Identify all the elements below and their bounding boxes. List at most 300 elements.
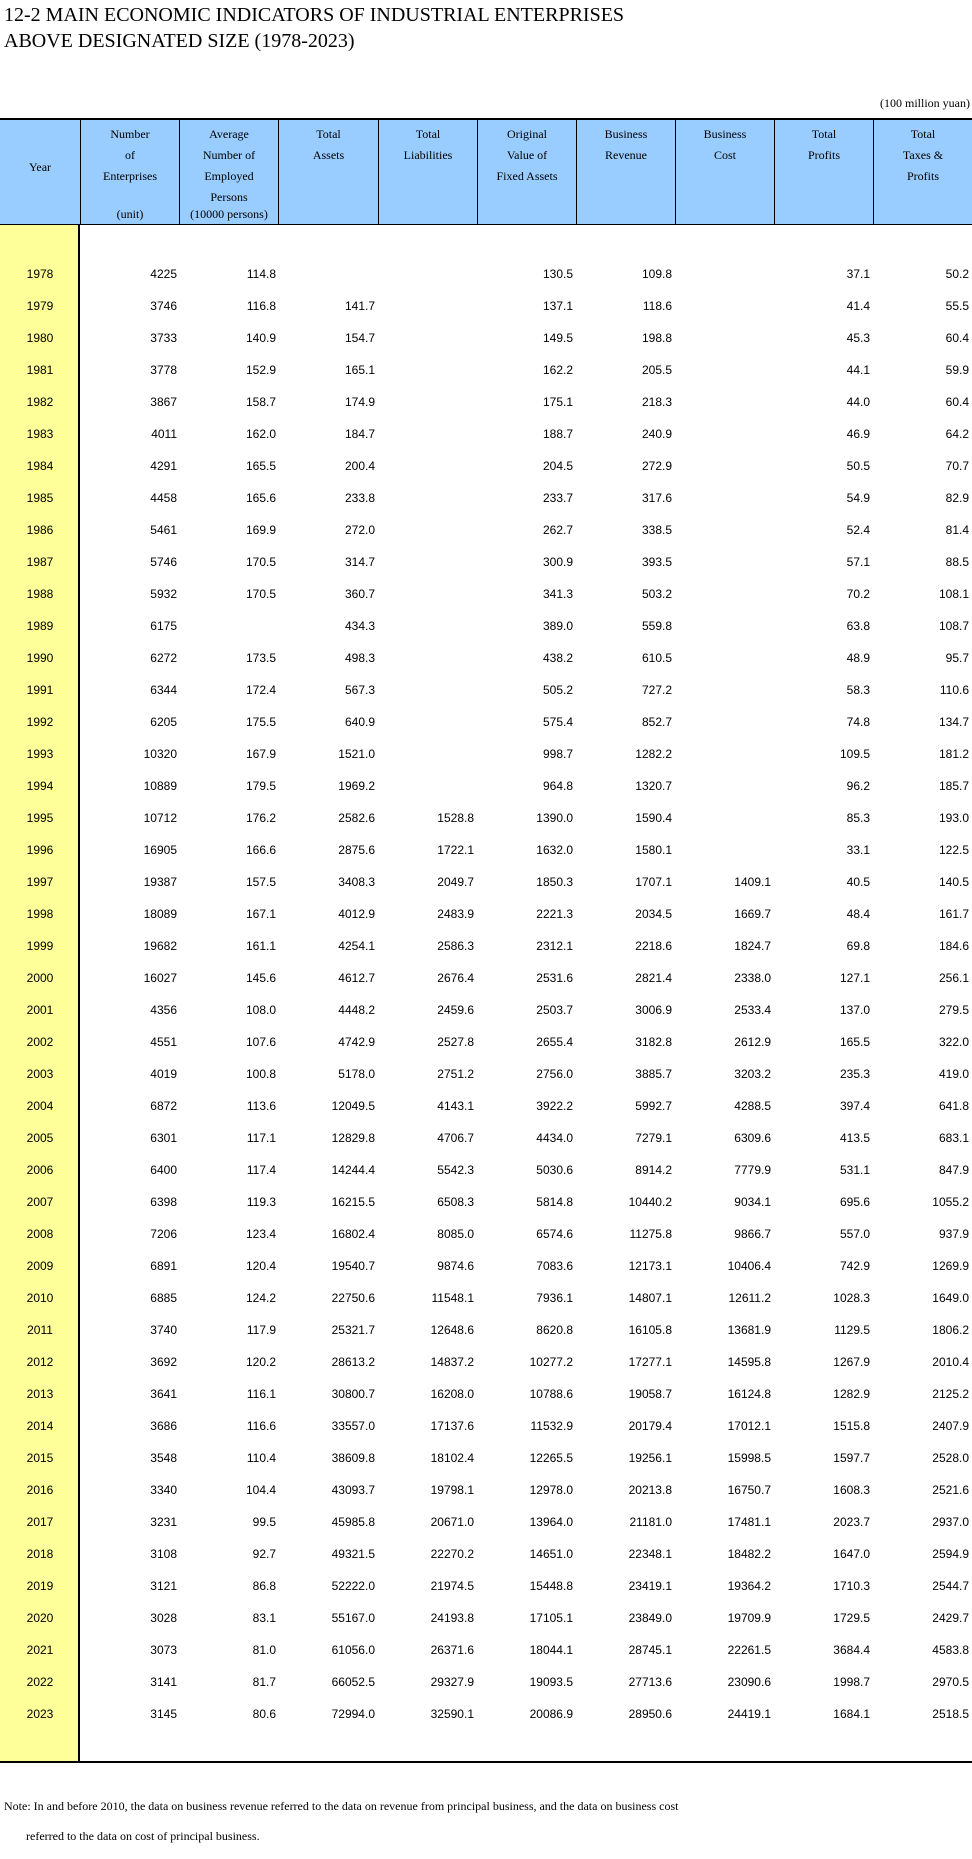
value-cell: 92.7: [252, 1547, 276, 1561]
value-cell: 4458: [150, 491, 177, 505]
value-cell: 10889: [143, 779, 177, 793]
year-cell: 2005: [26, 1131, 54, 1145]
table-row: [0, 386, 972, 418]
value-cell: 2407.9: [932, 1419, 969, 1433]
table-row: [0, 1218, 972, 1250]
value-cell: 85.3: [846, 811, 870, 825]
value-cell: 9034.1: [734, 1195, 771, 1209]
value-cell: 1528.8: [437, 811, 474, 825]
table-row: [0, 418, 972, 450]
value-cell: 17481.1: [727, 1515, 771, 1529]
year-cell: 1989: [26, 619, 54, 633]
value-cell: 50.5: [846, 459, 870, 473]
value-cell: 2218.6: [635, 939, 672, 953]
value-cell: 154.7: [344, 331, 375, 345]
value-cell: 300.9: [542, 555, 573, 569]
value-cell: 852.7: [641, 715, 672, 729]
value-cell: 104.4: [245, 1483, 276, 1497]
value-cell: 167.9: [245, 747, 276, 761]
value-cell: 130.5: [542, 267, 573, 281]
value-cell: 2756.0: [536, 1067, 573, 1081]
value-cell: 33557.0: [331, 1419, 375, 1433]
value-cell: 58.3: [846, 683, 870, 697]
value-cell: 1649.0: [932, 1291, 969, 1305]
year-cell: 1992: [26, 715, 54, 729]
table-row: [0, 770, 972, 802]
value-cell: 3733: [150, 331, 177, 345]
column-header-0: [0, 120, 80, 224]
value-cell: 6205: [150, 715, 177, 729]
value-cell: 23419.1: [628, 1579, 672, 1593]
value-cell: 198.8: [641, 331, 672, 345]
value-cell: 847.9: [938, 1163, 969, 1177]
value-cell: 3408.3: [338, 875, 375, 889]
value-cell: 14651.0: [529, 1547, 573, 1561]
year-cell: 2011: [27, 1323, 53, 1337]
value-cell: 1969.2: [338, 779, 375, 793]
value-cell: 4551: [150, 1035, 177, 1049]
value-cell: 6885: [150, 1291, 177, 1305]
value-cell: 88.5: [945, 555, 969, 569]
value-cell: 52.4: [846, 523, 870, 537]
column-header-label: Business Cost: [703, 127, 747, 162]
value-cell: 10712: [143, 811, 177, 825]
value-cell: 2518.5: [932, 1707, 969, 1721]
value-cell: 1590.4: [635, 811, 672, 825]
year-cell: 1984: [26, 459, 54, 473]
value-cell: 24193.8: [430, 1611, 474, 1625]
value-cell: 1515.8: [833, 1419, 870, 1433]
table-row: [0, 1250, 972, 1282]
value-cell: 123.4: [245, 1227, 276, 1241]
value-cell: 1850.3: [536, 875, 573, 889]
value-cell: 28950.6: [628, 1707, 672, 1721]
column-header-label: Number of Enterprises: [103, 127, 157, 183]
value-cell: 4254.1: [338, 939, 375, 953]
value-cell: 1722.1: [437, 843, 474, 857]
value-cell: 137.0: [839, 1003, 870, 1017]
value-cell: 10406.4: [727, 1259, 771, 1273]
column-header-8: [774, 120, 873, 224]
value-cell: 149.5: [542, 331, 573, 345]
table-body: [0, 258, 972, 1730]
value-cell: 161.7: [938, 907, 969, 921]
value-cell: 10320: [143, 747, 177, 761]
value-cell: 317.6: [641, 491, 672, 505]
value-cell: 998.7: [542, 747, 573, 761]
year-cell: 1997: [26, 875, 54, 889]
value-cell: 16905: [143, 843, 177, 857]
value-cell: 1390.0: [536, 811, 573, 825]
year-cell: 2021: [26, 1643, 54, 1657]
value-cell: 557.0: [839, 1227, 870, 1241]
value-cell: 2521.6: [932, 1483, 969, 1497]
value-cell: 1580.1: [635, 843, 672, 857]
value-cell: 116.8: [246, 299, 276, 313]
value-cell: 10440.2: [628, 1195, 672, 1209]
value-cell: 2594.9: [932, 1547, 969, 1561]
value-cell: 1632.0: [536, 843, 573, 857]
value-cell: 235.3: [839, 1067, 870, 1081]
value-cell: 2533.4: [734, 1003, 771, 1017]
value-cell: 158.7: [245, 395, 276, 409]
value-cell: 6508.3: [437, 1195, 474, 1209]
value-cell: 4012.9: [338, 907, 375, 921]
column-header-label: Year: [28, 160, 52, 174]
value-cell: 57.1: [846, 555, 870, 569]
value-cell: 16105.8: [628, 1323, 672, 1337]
value-cell: 4583.8: [932, 1643, 969, 1657]
value-cell: 19540.7: [331, 1259, 375, 1273]
value-cell: 30800.7: [331, 1387, 375, 1401]
value-cell: 64.2: [945, 427, 969, 441]
table-row: [0, 994, 972, 1026]
table-row: [0, 450, 972, 482]
value-cell: 3778: [150, 363, 177, 377]
value-cell: 12648.6: [430, 1323, 474, 1337]
value-cell: 113.6: [246, 1099, 276, 1113]
table-row: [0, 1026, 972, 1058]
value-cell: 7083.6: [536, 1259, 573, 1273]
value-cell: 1320.7: [635, 779, 672, 793]
value-cell: 14837.2: [430, 1355, 474, 1369]
table-header: [0, 118, 972, 225]
value-cell: 742.9: [839, 1259, 870, 1273]
value-cell: 55.5: [945, 299, 969, 313]
year-cell: 2000: [26, 971, 54, 985]
value-cell: 200.4: [344, 459, 375, 473]
value-cell: 3922.2: [536, 1099, 573, 1113]
value-cell: 2483.9: [437, 907, 474, 921]
value-cell: 2503.7: [536, 1003, 573, 1017]
column-header-2: [179, 120, 278, 224]
value-cell: 3073: [150, 1643, 177, 1657]
value-cell: 185.7: [938, 779, 969, 793]
value-cell: 116.1: [246, 1387, 276, 1401]
value-cell: 1824.7: [734, 939, 771, 953]
value-cell: 3006.9: [635, 1003, 672, 1017]
value-cell: 17137.6: [430, 1419, 474, 1433]
value-cell: 1409.1: [734, 875, 771, 889]
table-row: [0, 482, 972, 514]
value-cell: 575.4: [542, 715, 573, 729]
value-cell: 233.7: [542, 491, 573, 505]
value-cell: 2544.7: [932, 1579, 969, 1593]
value-cell: 45.3: [846, 331, 870, 345]
value-cell: 5746: [150, 555, 177, 569]
value-cell: 165.6: [245, 491, 276, 505]
table-row: [0, 642, 972, 674]
value-cell: 5461: [150, 523, 177, 537]
table-row: [0, 962, 972, 994]
value-cell: 167.1: [245, 907, 276, 921]
value-cell: 3641: [150, 1387, 177, 1401]
value-cell: 61056.0: [331, 1643, 375, 1657]
value-cell: 14807.1: [628, 1291, 672, 1305]
value-cell: 120.4: [245, 1259, 276, 1273]
year-cell: 1990: [26, 651, 54, 665]
year-cell: 1996: [26, 843, 54, 857]
value-cell: 48.4: [846, 907, 870, 921]
table-row: [0, 578, 972, 610]
table-row: [0, 1090, 972, 1122]
table-row: [0, 1122, 972, 1154]
value-cell: 3340: [150, 1483, 177, 1497]
value-cell: 2531.6: [536, 971, 573, 985]
value-cell: 166.6: [245, 843, 276, 857]
value-cell: 175.5: [245, 715, 276, 729]
table-row: [0, 834, 972, 866]
value-cell: 531.1: [839, 1163, 870, 1177]
value-cell: 1710.3: [833, 1579, 870, 1593]
year-cell: 2020: [26, 1611, 54, 1625]
value-cell: 81.7: [252, 1675, 276, 1689]
value-cell: 119.3: [246, 1195, 276, 1209]
value-cell: 2751.2: [437, 1067, 474, 1081]
value-cell: 19364.2: [727, 1579, 771, 1593]
value-cell: 7936.1: [536, 1291, 573, 1305]
value-cell: 9866.7: [734, 1227, 771, 1241]
value-cell: 2049.7: [437, 875, 474, 889]
year-cell: 2009: [26, 1259, 54, 1273]
value-cell: 184.6: [938, 939, 969, 953]
value-cell: 3145: [150, 1707, 177, 1721]
table-row: [0, 514, 972, 546]
value-cell: 6175: [150, 619, 177, 633]
value-cell: 13681.9: [727, 1323, 771, 1337]
column-header-3: [278, 120, 378, 224]
value-cell: 5030.6: [536, 1163, 573, 1177]
value-cell: 172.4: [245, 683, 276, 697]
value-cell: 22348.1: [628, 1547, 672, 1561]
value-cell: 338.5: [641, 523, 672, 537]
value-cell: 419.0: [938, 1067, 969, 1081]
value-cell: 16802.4: [331, 1227, 375, 1241]
year-cell: 1983: [26, 427, 54, 441]
table-row: [0, 1378, 972, 1410]
value-cell: 162.0: [245, 427, 276, 441]
value-cell: 114.8: [246, 267, 276, 281]
value-cell: 4291: [150, 459, 177, 473]
value-cell: 17012.1: [727, 1419, 771, 1433]
value-cell: 23849.0: [628, 1611, 672, 1625]
year-cell: 2003: [26, 1067, 54, 1081]
column-header-7: [675, 120, 774, 224]
value-cell: 109.8: [641, 267, 672, 281]
value-cell: 4448.2: [338, 1003, 375, 1017]
year-cell: 1978: [26, 267, 54, 281]
column-header-label: Original Value of Fixed Assets: [496, 127, 558, 183]
value-cell: 2582.6: [338, 811, 375, 825]
table-row: [0, 674, 972, 706]
value-cell: 438.2: [542, 651, 573, 665]
value-cell: 15448.8: [529, 1579, 573, 1593]
value-cell: 2023.7: [833, 1515, 870, 1529]
value-cell: 117.4: [246, 1163, 276, 1177]
value-cell: 141.7: [344, 299, 375, 313]
value-cell: 1806.2: [932, 1323, 969, 1337]
value-cell: 37.1: [846, 267, 870, 281]
value-cell: 70.7: [945, 459, 969, 473]
table-row: [0, 1410, 972, 1442]
year-cell: 2007: [26, 1195, 54, 1209]
value-cell: 5992.7: [635, 1099, 672, 1113]
value-cell: 5178.0: [338, 1067, 375, 1081]
value-cell: 641.8: [938, 1099, 969, 1113]
value-cell: 1597.7: [833, 1451, 870, 1465]
value-cell: 610.5: [641, 651, 672, 665]
value-cell: 3231: [150, 1515, 177, 1529]
value-cell: 3684.4: [833, 1643, 870, 1657]
value-cell: 10277.2: [529, 1355, 573, 1369]
table-row: [0, 802, 972, 834]
year-cell: 1993: [26, 747, 54, 761]
value-cell: 1267.9: [833, 1355, 870, 1369]
value-cell: 937.9: [938, 1227, 969, 1241]
value-cell: 1729.5: [833, 1611, 870, 1625]
value-cell: 70.2: [846, 587, 870, 601]
value-cell: 109.5: [839, 747, 870, 761]
table-row: [0, 546, 972, 578]
column-header-label: Total Liabilities: [403, 127, 453, 162]
value-cell: 22750.6: [331, 1291, 375, 1305]
value-cell: 50.2: [945, 267, 969, 281]
value-cell: 170.5: [245, 587, 276, 601]
value-cell: 20213.8: [628, 1483, 672, 1497]
value-cell: 16027: [143, 971, 177, 985]
value-cell: 1608.3: [833, 1483, 870, 1497]
table-row: [0, 1602, 972, 1634]
value-cell: 314.7: [344, 555, 375, 569]
value-cell: 2586.3: [437, 939, 474, 953]
value-cell: 12173.1: [628, 1259, 672, 1273]
table-row: [0, 354, 972, 386]
value-cell: 69.8: [846, 939, 870, 953]
value-cell: 40.5: [846, 875, 870, 889]
value-cell: 3028: [150, 1611, 177, 1625]
column-header-label: Average Number of Employed Persons: [202, 127, 256, 204]
value-cell: 6309.6: [734, 1131, 771, 1145]
value-cell: 205.5: [641, 363, 672, 377]
value-cell: 19058.7: [628, 1387, 672, 1401]
value-cell: 86.8: [252, 1579, 276, 1593]
value-cell: 2821.4: [635, 971, 672, 985]
value-cell: 165.5: [245, 459, 276, 473]
table-row: [0, 1058, 972, 1090]
value-cell: 27713.6: [628, 1675, 672, 1689]
year-cell: 2022: [26, 1675, 54, 1689]
value-cell: 19093.5: [529, 1675, 573, 1689]
value-cell: 173.5: [245, 651, 276, 665]
year-cell: 1985: [26, 491, 54, 505]
value-cell: 116.6: [246, 1419, 276, 1433]
value-cell: 240.9: [641, 427, 672, 441]
value-cell: 12265.5: [529, 1451, 573, 1465]
value-cell: 7279.1: [635, 1131, 672, 1145]
value-cell: 322.0: [938, 1035, 969, 1049]
value-cell: 81.0: [252, 1643, 276, 1657]
table-row: [0, 1506, 972, 1538]
value-cell: 22261.5: [727, 1643, 771, 1657]
value-cell: 127.1: [839, 971, 870, 985]
table-row: [0, 898, 972, 930]
value-cell: 63.8: [846, 619, 870, 633]
value-cell: 11532.9: [530, 1419, 573, 1433]
value-cell: 4143.1: [437, 1099, 474, 1113]
value-cell: 66052.5: [331, 1675, 375, 1689]
year-cell: 2015: [26, 1451, 54, 1465]
value-cell: 8085.0: [437, 1227, 474, 1241]
footnote-line-1: Note: In and before 2010, the data on business revenue referred to the data on revenue from principal business, and the data on business cost: [4, 1799, 679, 1813]
value-cell: 45985.8: [331, 1515, 375, 1529]
table-row: [0, 1346, 972, 1378]
year-cell: 2017: [26, 1515, 54, 1529]
value-cell: 4288.5: [734, 1099, 771, 1113]
value-cell: 17277.1: [628, 1355, 672, 1369]
value-cell: 3746: [150, 299, 177, 313]
table-row: [0, 1666, 972, 1698]
value-cell: 233.8: [344, 491, 375, 505]
value-cell: 2676.4: [437, 971, 474, 985]
value-cell: 397.4: [839, 1099, 870, 1113]
value-cell: 55167.0: [331, 1611, 375, 1625]
value-cell: 165.5: [839, 1035, 870, 1049]
value-cell: 1669.7: [734, 907, 771, 921]
year-cell: 2014: [26, 1419, 54, 1433]
column-header-unit: (unit): [116, 207, 144, 221]
year-cell: 2023: [26, 1707, 54, 1721]
value-cell: 14244.4: [331, 1163, 375, 1177]
value-cell: 170.5: [245, 555, 276, 569]
value-cell: 3686: [150, 1419, 177, 1433]
value-cell: 32590.1: [430, 1707, 474, 1721]
value-cell: 181.2: [938, 747, 969, 761]
column-header-unit: (10000 persons): [190, 207, 268, 221]
table-row: [0, 290, 972, 322]
value-cell: 74.8: [846, 715, 870, 729]
value-cell: 413.5: [839, 1131, 870, 1145]
value-cell: 2459.6: [437, 1003, 474, 1017]
value-cell: 108.1: [938, 587, 969, 601]
value-cell: 118.6: [642, 299, 672, 313]
value-cell: 100.8: [245, 1067, 276, 1081]
value-cell: 1055.2: [932, 1195, 969, 1209]
value-cell: 14595.8: [727, 1355, 771, 1369]
value-cell: 3867: [150, 395, 177, 409]
value-cell: 20671.0: [430, 1515, 474, 1529]
table-row: [0, 1154, 972, 1186]
value-cell: 117.9: [246, 1323, 276, 1337]
value-cell: 3548: [150, 1451, 177, 1465]
value-cell: 96.2: [846, 779, 870, 793]
footnote-line-2: referred to the data on cost of principal business.: [26, 1829, 260, 1843]
year-cell: 2012: [26, 1355, 54, 1369]
value-cell: 19682: [143, 939, 177, 953]
value-cell: 19256.1: [628, 1451, 672, 1465]
value-cell: 16215.5: [331, 1195, 375, 1209]
value-cell: 10788.6: [529, 1387, 573, 1401]
value-cell: 110.6: [939, 683, 969, 697]
value-cell: 272.9: [641, 459, 672, 473]
value-cell: 140.5: [938, 875, 969, 889]
value-cell: 434.3: [344, 619, 375, 633]
value-cell: 6574.6: [536, 1227, 573, 1241]
value-cell: 21974.5: [430, 1579, 474, 1593]
value-cell: 108.7: [938, 619, 969, 633]
value-cell: 360.7: [344, 587, 375, 601]
value-cell: 8914.2: [635, 1163, 672, 1177]
value-cell: 2655.4: [536, 1035, 573, 1049]
